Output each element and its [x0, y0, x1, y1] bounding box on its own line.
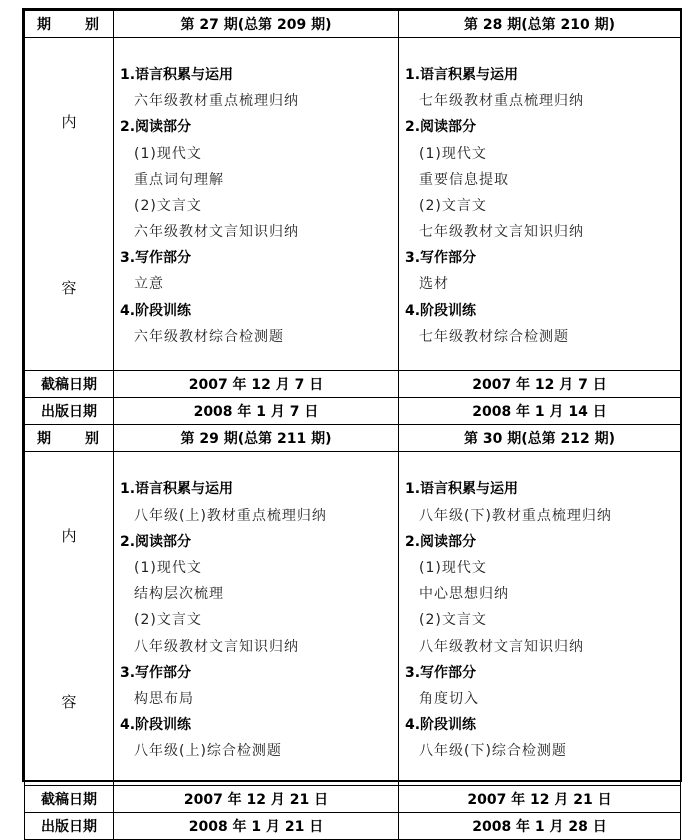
section-item: 八年级(下)综合检测题: [419, 743, 567, 760]
content-lines: [114, 472, 398, 764]
section-heading: 2.阅读部分: [120, 533, 192, 550]
section-heading: 3.写作部分: [405, 250, 477, 267]
issue-header-row: [25, 11, 681, 38]
deadline-label: 截稿日期: [25, 371, 114, 398]
section-item: 八年级教材文言知识归纳: [419, 638, 584, 655]
deadline-value: 2007 年 12 月 21 日: [114, 786, 399, 813]
section-item: 重点词句理解: [134, 171, 224, 188]
section-item: 构思布局: [134, 690, 194, 707]
publish-value: 2008 年 1 月 7 日: [114, 398, 399, 425]
issue-title: 第 28 期(总第 210 期): [399, 11, 681, 38]
publish-value: 2008 年 1 月 21 日: [114, 813, 399, 840]
schedule-table: [24, 10, 681, 840]
section-item: (1)现代文: [419, 145, 487, 162]
section-item: (1)现代文: [419, 560, 487, 577]
deadline-value: 2007 年 12 月 7 日: [114, 371, 399, 398]
section-heading: 1.语言积累与运用: [120, 481, 234, 498]
period-label-second: 别: [85, 431, 99, 447]
publish-row: [25, 813, 681, 840]
publish-label: 出版日期: [25, 398, 114, 425]
section-heading: 3.写作部分: [405, 664, 477, 681]
content-label-first: 内: [61, 526, 77, 545]
section-heading: 4.阶段训练: [405, 302, 477, 319]
issue-header-row: [25, 425, 681, 452]
section-item: 立意: [134, 276, 164, 293]
section-item: 八年级教材文言知识归纳: [134, 638, 299, 655]
section-item: 七年级教材文言知识归纳: [419, 224, 584, 241]
deadline-value: 2007 年 12 月 21 日: [399, 786, 681, 813]
content-label-cell: [25, 452, 114, 786]
content-label-second: 容: [61, 278, 77, 297]
issue-title: 第 27 期(总第 209 期): [114, 11, 399, 38]
issue-content-cell: [114, 38, 399, 371]
section-item: (2)文言文: [134, 612, 202, 629]
section-item: (1)现代文: [134, 560, 202, 577]
section-item: 角度切入: [419, 690, 479, 707]
section-heading: 1.语言积累与运用: [405, 66, 519, 83]
section-item: 八年级(下)教材重点梳理归纳: [419, 507, 612, 524]
section-item: 八年级(上)教材重点梳理归纳: [134, 507, 327, 524]
period-label-first: 期: [37, 431, 51, 447]
section-heading: 1.语言积累与运用: [405, 481, 519, 498]
section-item: (2)文言文: [419, 197, 487, 214]
section-item: 六年级教材重点梳理归纳: [134, 93, 299, 110]
section-item: 结构层次梳理: [134, 586, 224, 603]
section-heading: 3.写作部分: [120, 664, 192, 681]
section-heading: 3.写作部分: [120, 250, 192, 267]
content-label-cell: [25, 38, 114, 371]
content-row: [25, 38, 681, 371]
deadline-label: 截稿日期: [25, 786, 114, 813]
section-item: 六年级教材文言知识归纳: [134, 224, 299, 241]
section-heading: 2.阅读部分: [405, 533, 477, 550]
section-item: 选材: [419, 276, 449, 293]
publish-value: 2008 年 1 月 14 日: [399, 398, 681, 425]
issue-title: 第 30 期(总第 212 期): [399, 425, 681, 452]
section-item: (2)文言文: [134, 197, 202, 214]
content-lines: [399, 472, 680, 764]
content-row: [25, 452, 681, 786]
section-item: 七年级教材重点梳理归纳: [419, 93, 584, 110]
publish-label: 出版日期: [25, 813, 114, 840]
content-lines: [399, 58, 680, 350]
deadline-row: [25, 786, 681, 813]
schedule-table-frame: [22, 8, 682, 835]
content-lines: [114, 58, 398, 350]
issue-content-cell: [399, 452, 681, 786]
section-heading: 1.语言积累与运用: [120, 66, 234, 83]
section-item: (2)文言文: [419, 612, 487, 629]
content-label-second: 容: [61, 693, 77, 712]
section-item: 中心思想归纳: [419, 586, 509, 603]
section-item: 七年级教材综合检测题: [419, 328, 569, 345]
section-heading: 2.阅读部分: [120, 119, 192, 136]
section-heading: 4.阶段训练: [120, 302, 192, 319]
publish-row: [25, 398, 681, 425]
issue-content-cell: [399, 38, 681, 371]
issue-title: 第 29 期(总第 211 期): [114, 425, 399, 452]
content-label-first: 内: [61, 112, 77, 131]
publish-value: 2008 年 1 月 28 日: [399, 813, 681, 840]
issue-content-cell: [114, 452, 399, 786]
section-heading: 4.阶段训练: [405, 717, 477, 734]
period-label-second: 别: [85, 17, 99, 33]
section-heading: 2.阅读部分: [405, 119, 477, 136]
section-heading: 4.阶段训练: [120, 717, 192, 734]
period-label-cell: [25, 425, 114, 452]
section-item: 重要信息提取: [419, 171, 509, 188]
deadline-row: [25, 371, 681, 398]
period-label-cell: [25, 11, 114, 38]
section-item: 八年级(上)综合检测题: [134, 743, 282, 760]
period-label-first: 期: [37, 17, 51, 33]
deadline-value: 2007 年 12 月 7 日: [399, 371, 681, 398]
section-item: (1)现代文: [134, 145, 202, 162]
section-item: 六年级教材综合检测题: [134, 328, 284, 345]
